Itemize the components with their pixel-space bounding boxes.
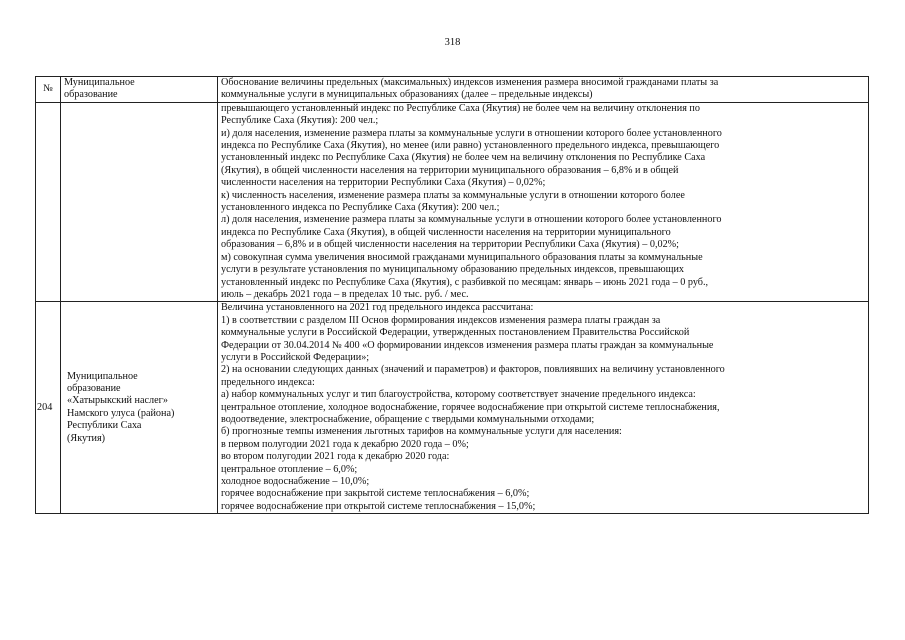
- text-line: образования – 6,8% и в общей численности населения на территории Республики Саха (Якутия) – 0,02%;: [221, 239, 679, 251]
- header-number: №: [36, 77, 61, 103]
- text-line: м) совокупная сумма увеличения вносимой гражданами муниципального образования платы за коммунальные: [221, 251, 703, 263]
- text-line: 2) на основании следующих данных (значений и параметров) и факторов, повлиявших на величину установленного: [221, 364, 725, 376]
- row-municipality: [61, 102, 218, 302]
- page-number: 318: [444, 37, 461, 48]
- header-municipality: [61, 77, 218, 103]
- text-line: и) доля населения, изменение размера платы за коммунальные услуги в отношении которого более установленного: [221, 127, 722, 139]
- text-line: холодное водоснабжение – 10,0%;: [221, 476, 370, 487]
- row-number: [36, 102, 61, 302]
- row-justification: [218, 102, 869, 302]
- text-line: Муниципальное: [67, 370, 138, 382]
- row-municipality: [61, 302, 218, 514]
- text-line: Федерации от 30.04.2014 № 400 «О формировании индексов изменения размера платы граждан за коммунальные: [221, 339, 714, 351]
- text-line: июль – декабрь 2021 года – в пределах 10 тыс. руб. / мес.: [221, 288, 469, 300]
- text-line: центральное отопление, холодное водоснабжение, горячее водоснабжение при открытой системе теплоснабжения,: [221, 401, 720, 413]
- text-line: услуги в Российской Федерации»;: [221, 351, 370, 363]
- tariff-index-table: [35, 76, 869, 514]
- header-municipality-line: образование: [64, 89, 118, 101]
- text-line: горячее водоснабжение при открытой системе теплоснабжения – 15,0%;: [221, 500, 536, 512]
- text-line: Величина установленного на 2021 год предельного индекса рассчитана:: [221, 302, 534, 314]
- text-line: превышающего установленный индекс по Республике Саха (Якутия) не более чем на величину отклонения по: [221, 102, 700, 114]
- text-line: Республики Саха: [67, 420, 142, 432]
- text-line: а) набор коммунальных услуг и тип благоустройства, которому соответствует значение предельного индекса:: [221, 389, 696, 401]
- text-line: Республике Саха (Якутия): 200 чел.;: [221, 115, 379, 127]
- text-line: к) численность населения, изменение размера платы за коммунальные услуги в отношении которого более: [221, 189, 685, 201]
- text-line: предельного индекса:: [221, 376, 315, 388]
- text-line: услуги в результате установления по муниципальному образованию предельных индексов, превышающих: [221, 264, 684, 276]
- text-line: установленного индекса по Республике Саха (Якутия): 200 чел.;: [221, 202, 500, 214]
- text-line: горячее водоснабжение при закрытой системе теплоснабжения – 6,0%;: [221, 488, 530, 500]
- text-line: численности населения на территории Республики Саха (Якутия) – 0,02%;: [221, 177, 546, 189]
- row-number: 204: [36, 302, 61, 514]
- text-line: (Якутия): [67, 432, 106, 444]
- text-line: (Якутия), в общей численности населения на территории муниципального образования – 6,8% и в общей: [221, 164, 679, 176]
- table-row: [36, 102, 869, 302]
- text-line: образование: [67, 382, 121, 394]
- text-line: индекса по Республике Саха (Якутия), но менее (или равно) установленного предельного индекса, превышающего: [221, 140, 720, 152]
- header-justification: [218, 77, 869, 103]
- text-line: коммунальные услуги в Российской Федерации, утвержденных постановлением Правительства Российской: [221, 327, 690, 339]
- header-justification-line: коммунальные услуги в муниципальных образованиях (далее – предельные индексы): [221, 89, 593, 101]
- text-line: б) прогнозные темпы изменения льготных тарифов на коммунальные услуги для населения:: [221, 426, 622, 438]
- text-line: «Хатырыкский наслег»: [67, 395, 168, 407]
- text-line: в первом полугодии 2021 года к декабрю 2020 года – 0%;: [221, 438, 469, 450]
- text-line: Намского улуса (района): [67, 407, 175, 419]
- row-justification: [218, 302, 869, 514]
- text-line: водоотведение, электроснабжение, обращение с твердыми коммунальными отходами;: [221, 413, 595, 425]
- table-row: [36, 302, 869, 514]
- text-line: индекса по Республике Саха (Якутия), в общей численности населения на территории муниципального: [221, 226, 671, 238]
- table-header-row: [36, 77, 869, 103]
- text-line: установленный индекс по Республике Саха (Якутия), с разбивкой по месяцам: январь – июнь 2021 года – 0 руб.,: [221, 276, 709, 288]
- text-line: установленный индекс по Республике Саха (Якутия) не более чем на величину отклонения по Республике Саха: [221, 152, 706, 164]
- text-line: во втором полугодии 2021 года к декабрю 2020 года:: [221, 451, 450, 463]
- text-line: центральное отопление – 6,0%;: [221, 463, 358, 475]
- text-line: л) доля населения, изменение размера платы за коммунальные услуги в отношении которого более установленного: [221, 214, 722, 226]
- header-municipality-line: Муниципальное: [64, 77, 135, 88]
- text-line: 1) в соответствии с разделом III Основ формирования индексов изменения размера платы граждан за: [221, 314, 661, 326]
- header-justification-line: Обоснование величины предельных (максимальных) индексов изменения размера вносимой гражданами платы за: [221, 77, 719, 88]
